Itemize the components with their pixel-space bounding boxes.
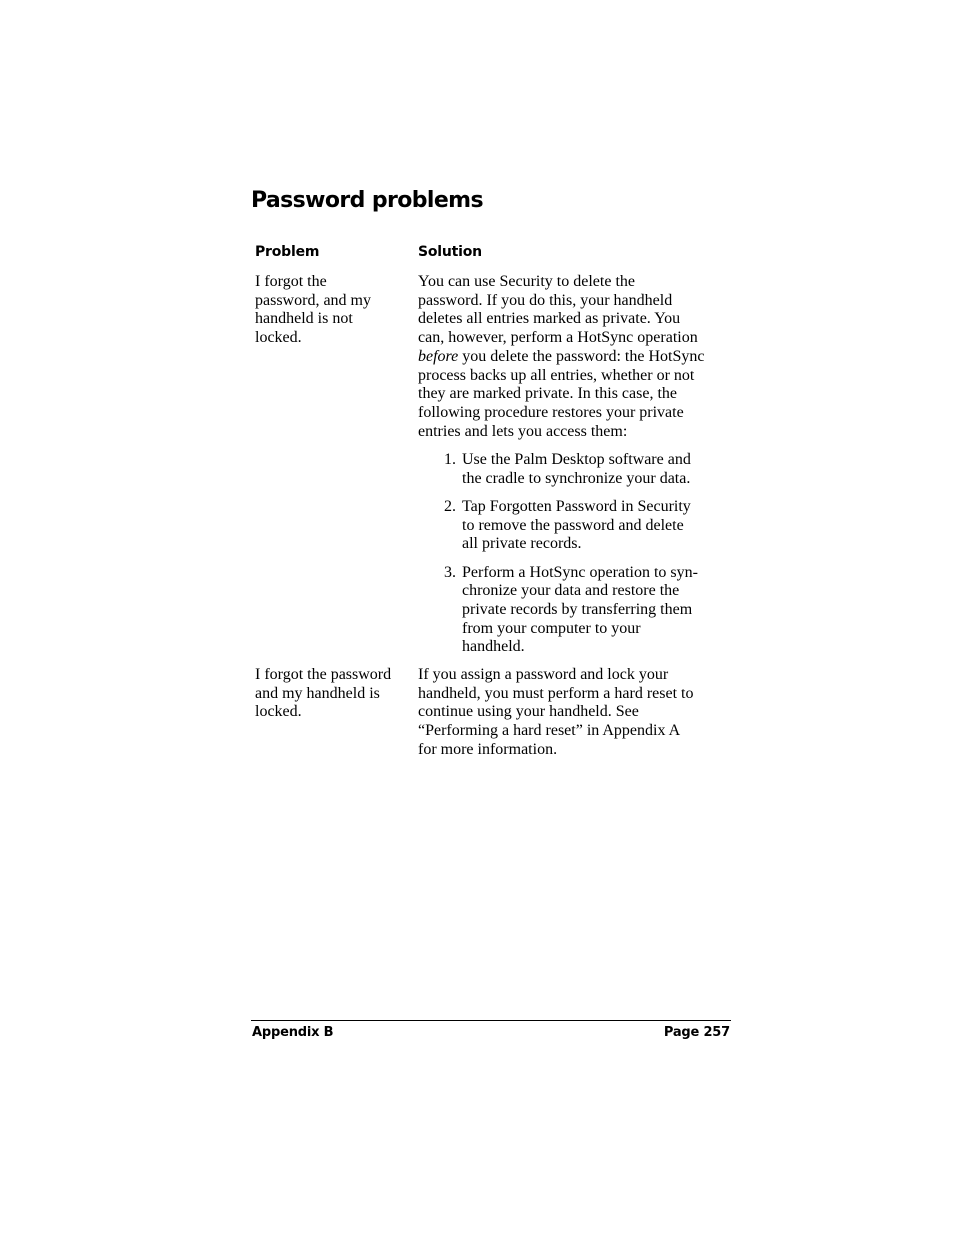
step-2 xyxy=(440,498,720,554)
step-3 xyxy=(440,564,720,658)
column-header-problem: Problem xyxy=(255,244,320,260)
step-line: Use the Palm Desktop software and xyxy=(462,451,691,468)
step-line: handheld. xyxy=(462,638,525,656)
solution-line: entries and lets you access them: xyxy=(418,422,628,440)
solution-line: for more information. xyxy=(418,740,558,758)
solution-line xyxy=(418,348,718,367)
problem-line: and my handheld is xyxy=(255,684,380,702)
solution-line: deletes all entries marked as private. You xyxy=(418,310,681,328)
emphasis-before: before xyxy=(418,347,459,365)
footer-rule xyxy=(251,1020,731,1021)
step-line: chronize your data and restore the xyxy=(462,582,680,600)
footer-section: Appendix B xyxy=(252,1025,334,1040)
solution-cell-forgot-unlocked xyxy=(418,273,718,441)
problem-cell-forgot-locked xyxy=(255,666,405,722)
solution-line: following procedure restores your private xyxy=(418,403,684,421)
step-line: private records by transferring them xyxy=(462,600,693,618)
solution-line: handheld, you must perform a hard reset to xyxy=(418,684,694,702)
solution-line: You can use Security to delete the xyxy=(418,273,635,290)
step-1 xyxy=(440,451,720,488)
column-header-solution: Solution xyxy=(418,244,482,260)
solution-line: process backs up all entries, whether or not xyxy=(418,366,695,384)
solution-line: password. If you do this, your handheld xyxy=(418,291,673,309)
problem-line: locked. xyxy=(255,703,302,721)
step-number: 1. xyxy=(444,451,456,468)
solution-cell-forgot-locked xyxy=(418,666,718,760)
step-line: the cradle to synchronize your data. xyxy=(462,469,691,487)
problem-line: handheld is not xyxy=(255,310,353,328)
problem-line: I forgot the xyxy=(255,273,327,290)
solution-line: “Performing a hard reset” in Appendix A xyxy=(418,722,681,740)
procedure-steps xyxy=(440,451,720,667)
step-number: 3. xyxy=(444,563,456,581)
solution-line: continue using your handheld. See xyxy=(418,703,639,721)
step-line: to remove the password and delete xyxy=(462,516,684,534)
solution-line: can, however, perform a HotSync operation xyxy=(418,329,698,347)
step-line: Perform a HotSync operation to syn- xyxy=(462,563,698,581)
solution-line: they are marked private. In this case, the xyxy=(418,385,677,403)
problem-cell-forgot-unlocked xyxy=(255,273,405,348)
footer-page-number: Page 257 xyxy=(663,1025,730,1040)
step-number: 2. xyxy=(444,497,456,515)
problem-line: locked. xyxy=(255,329,302,347)
solution-line-rest: you delete the password: the HotSync xyxy=(458,347,705,365)
page-title: Password problems xyxy=(251,188,484,213)
step-line: from your computer to your xyxy=(462,619,641,637)
step-line: all private records. xyxy=(462,535,582,553)
solution-line: If you assign a password and lock your xyxy=(418,666,669,683)
problem-line: I forgot the password xyxy=(255,666,392,683)
step-line: Tap Forgotten Password in Security xyxy=(462,497,691,515)
problem-line: password, and my xyxy=(255,291,371,309)
